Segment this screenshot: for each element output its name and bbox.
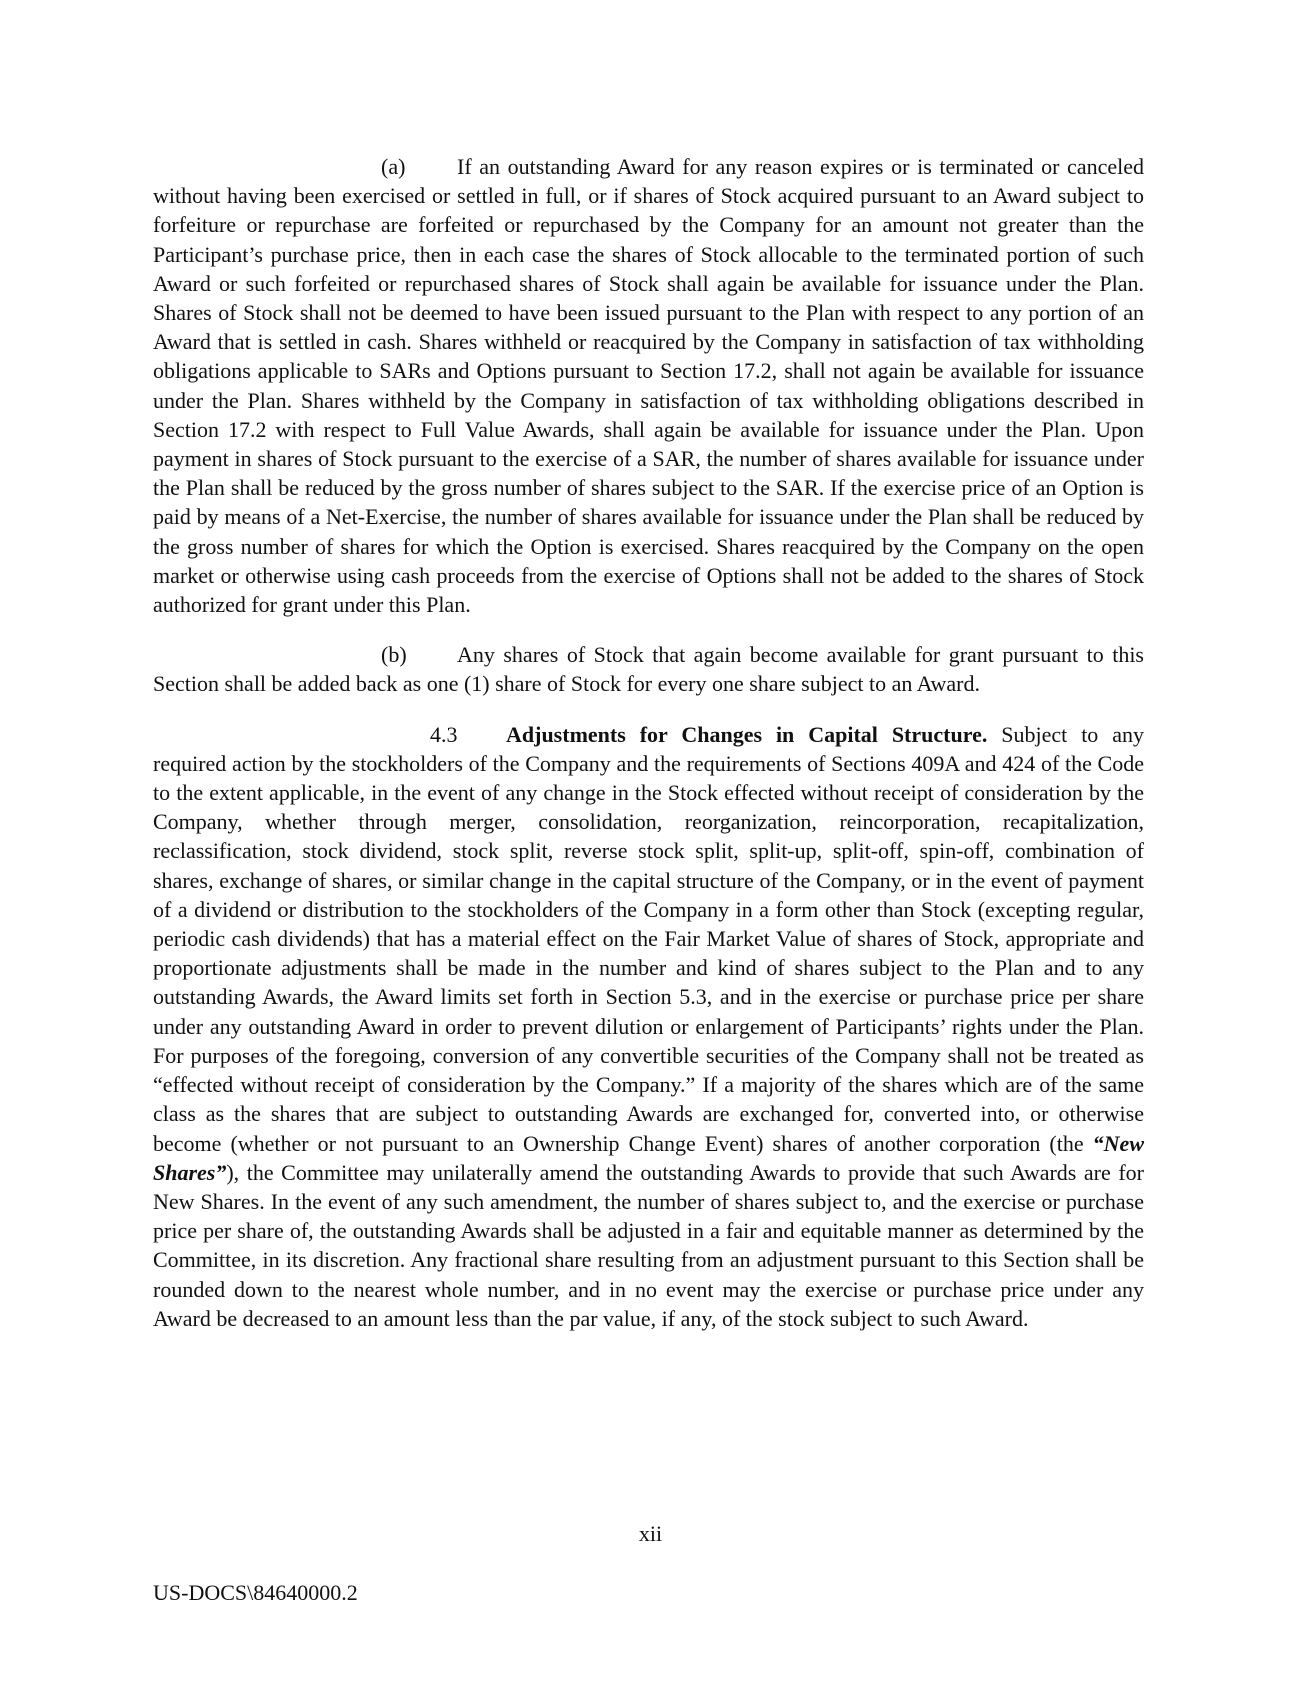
page-number: xii (638, 1521, 663, 1546)
paragraph-b (153, 640, 1144, 698)
paragraph-b-marker: (b) (381, 642, 407, 668)
paragraph-b-text: Any shares of Stock that again become available for grant pursuant to this Section shall be added back as one (1) share of Stock for every one share subject to an Award. (153, 642, 1144, 697)
document-body (153, 152, 1144, 1333)
document-id: US-DOCS\84640000.2 (153, 1580, 358, 1605)
defined-term-new-shares: “New Shares” (153, 1130, 1144, 1185)
section-4-3-text-1: Subject to any required action by the stockholders of the Company and the requirements of Sections 409A and 424 of the Code to the extent applicable, in the event of any change in the Stock effected without receipt of consideration by the Company, whether through merger, consolidation, reorganization, reincorporation, recapitalization, reclassification, stock dividend, stock split, reverse stock split, split-up, split-off, spin-off, combination of shares, exchange of shares, or similar change in the capital structure of the Company, or in the event of payment of a dividend or distribution to the stockholders of the Company in a form other than Stock (excepting regular, periodic cash dividends) that has a material effect on the Fair Market Value of shares of Stock, appropriate and proportionate adjustments shall be made in the number and kind of shares subject to the Plan and to any outstanding Awards, the Award limits set forth in Section 5.3, and in the exercise or purchase price per share under any outstanding Award in order to prevent dilution or enlargement of Participants’ rights under the Plan. For purposes of the foregoing, conversion of any convertible securities of the Company shall not be treated as “effected without receipt of consideration by the Company.” If a majority of the shares which are of the same class as the shares that are subject to outstanding Awards are exchanged for, converted into, or otherwise become (whether or not pursuant to an Ownership Change Event) shares of another corporation (the (153, 721, 1144, 1156)
section-4-3-heading: Adjustments for Changes in Capital Structure. (506, 721, 988, 747)
section-4-3-number: 4.3 (430, 721, 458, 747)
section-4-3-text-2: ), the Committee may unilaterally amend the outstanding Awards to provide that such Awards are for New Shares. In the event of any such amendment, the number of shares subject to, and the exercise or purchase price per share of, the outstanding Awards shall be adjusted in a fair and equitable manner as determined by the Committee, in its discretion. Any fractional share resulting from an adjustment pursuant to this Section shall be rounded down to the nearest whole number, and in no event may the exercise or purchase price under any Award be decreased to an amount less than the par value, if any, of the stock subject to such Award. (153, 1159, 1144, 1331)
paragraph-a-marker: (a) (381, 154, 406, 179)
section-4-3 (153, 720, 1144, 1333)
paragraph-a-text: If an outstanding Award for any reason expires or is terminated or canceled without having been exercised or settled in full, or if shares of Stock acquired pursuant to an Award subject to forfeiture or repurchase are forfeited or repurchased by the Company for an amount not greater than the Participant’s purchase price, then in each case the shares of Stock allocable to the terminated portion of such Award or such forfeited or repurchased shares of Stock shall again be available for issuance under the Plan. Shares of Stock shall not be deemed to have been issued pursuant to the Plan with respect to any portion of an Award that is settled in cash. Shares withheld or reacquired by the Company in satisfaction of tax withholding obligations applicable to SARs and Options pursuant to Section 17.2, shall not again be available for issuance under the Plan. Shares withheld by the Company in satisfaction of tax withholding obligations described in Section 17.2 with respect to Full Value Awards, shall again be available for issuance under the Plan. Upon payment in shares of Stock pursuant to the exercise of a SAR, the number of shares available for issuance under the Plan shall be reduced by the gross number of shares subject to the SAR. If the exercise price of an Option is paid by means of a Net-Exercise, the number of shares available for issuance under the Plan shall be reduced by the gross number of shares for which the Option is exercised. Shares reacquired by the Company on the open market or otherwise using cash proceeds from the exercise of Options shall not be added to the shares of Stock authorized for grant under this Plan. (153, 154, 1144, 618)
paragraph-a (153, 152, 1144, 619)
